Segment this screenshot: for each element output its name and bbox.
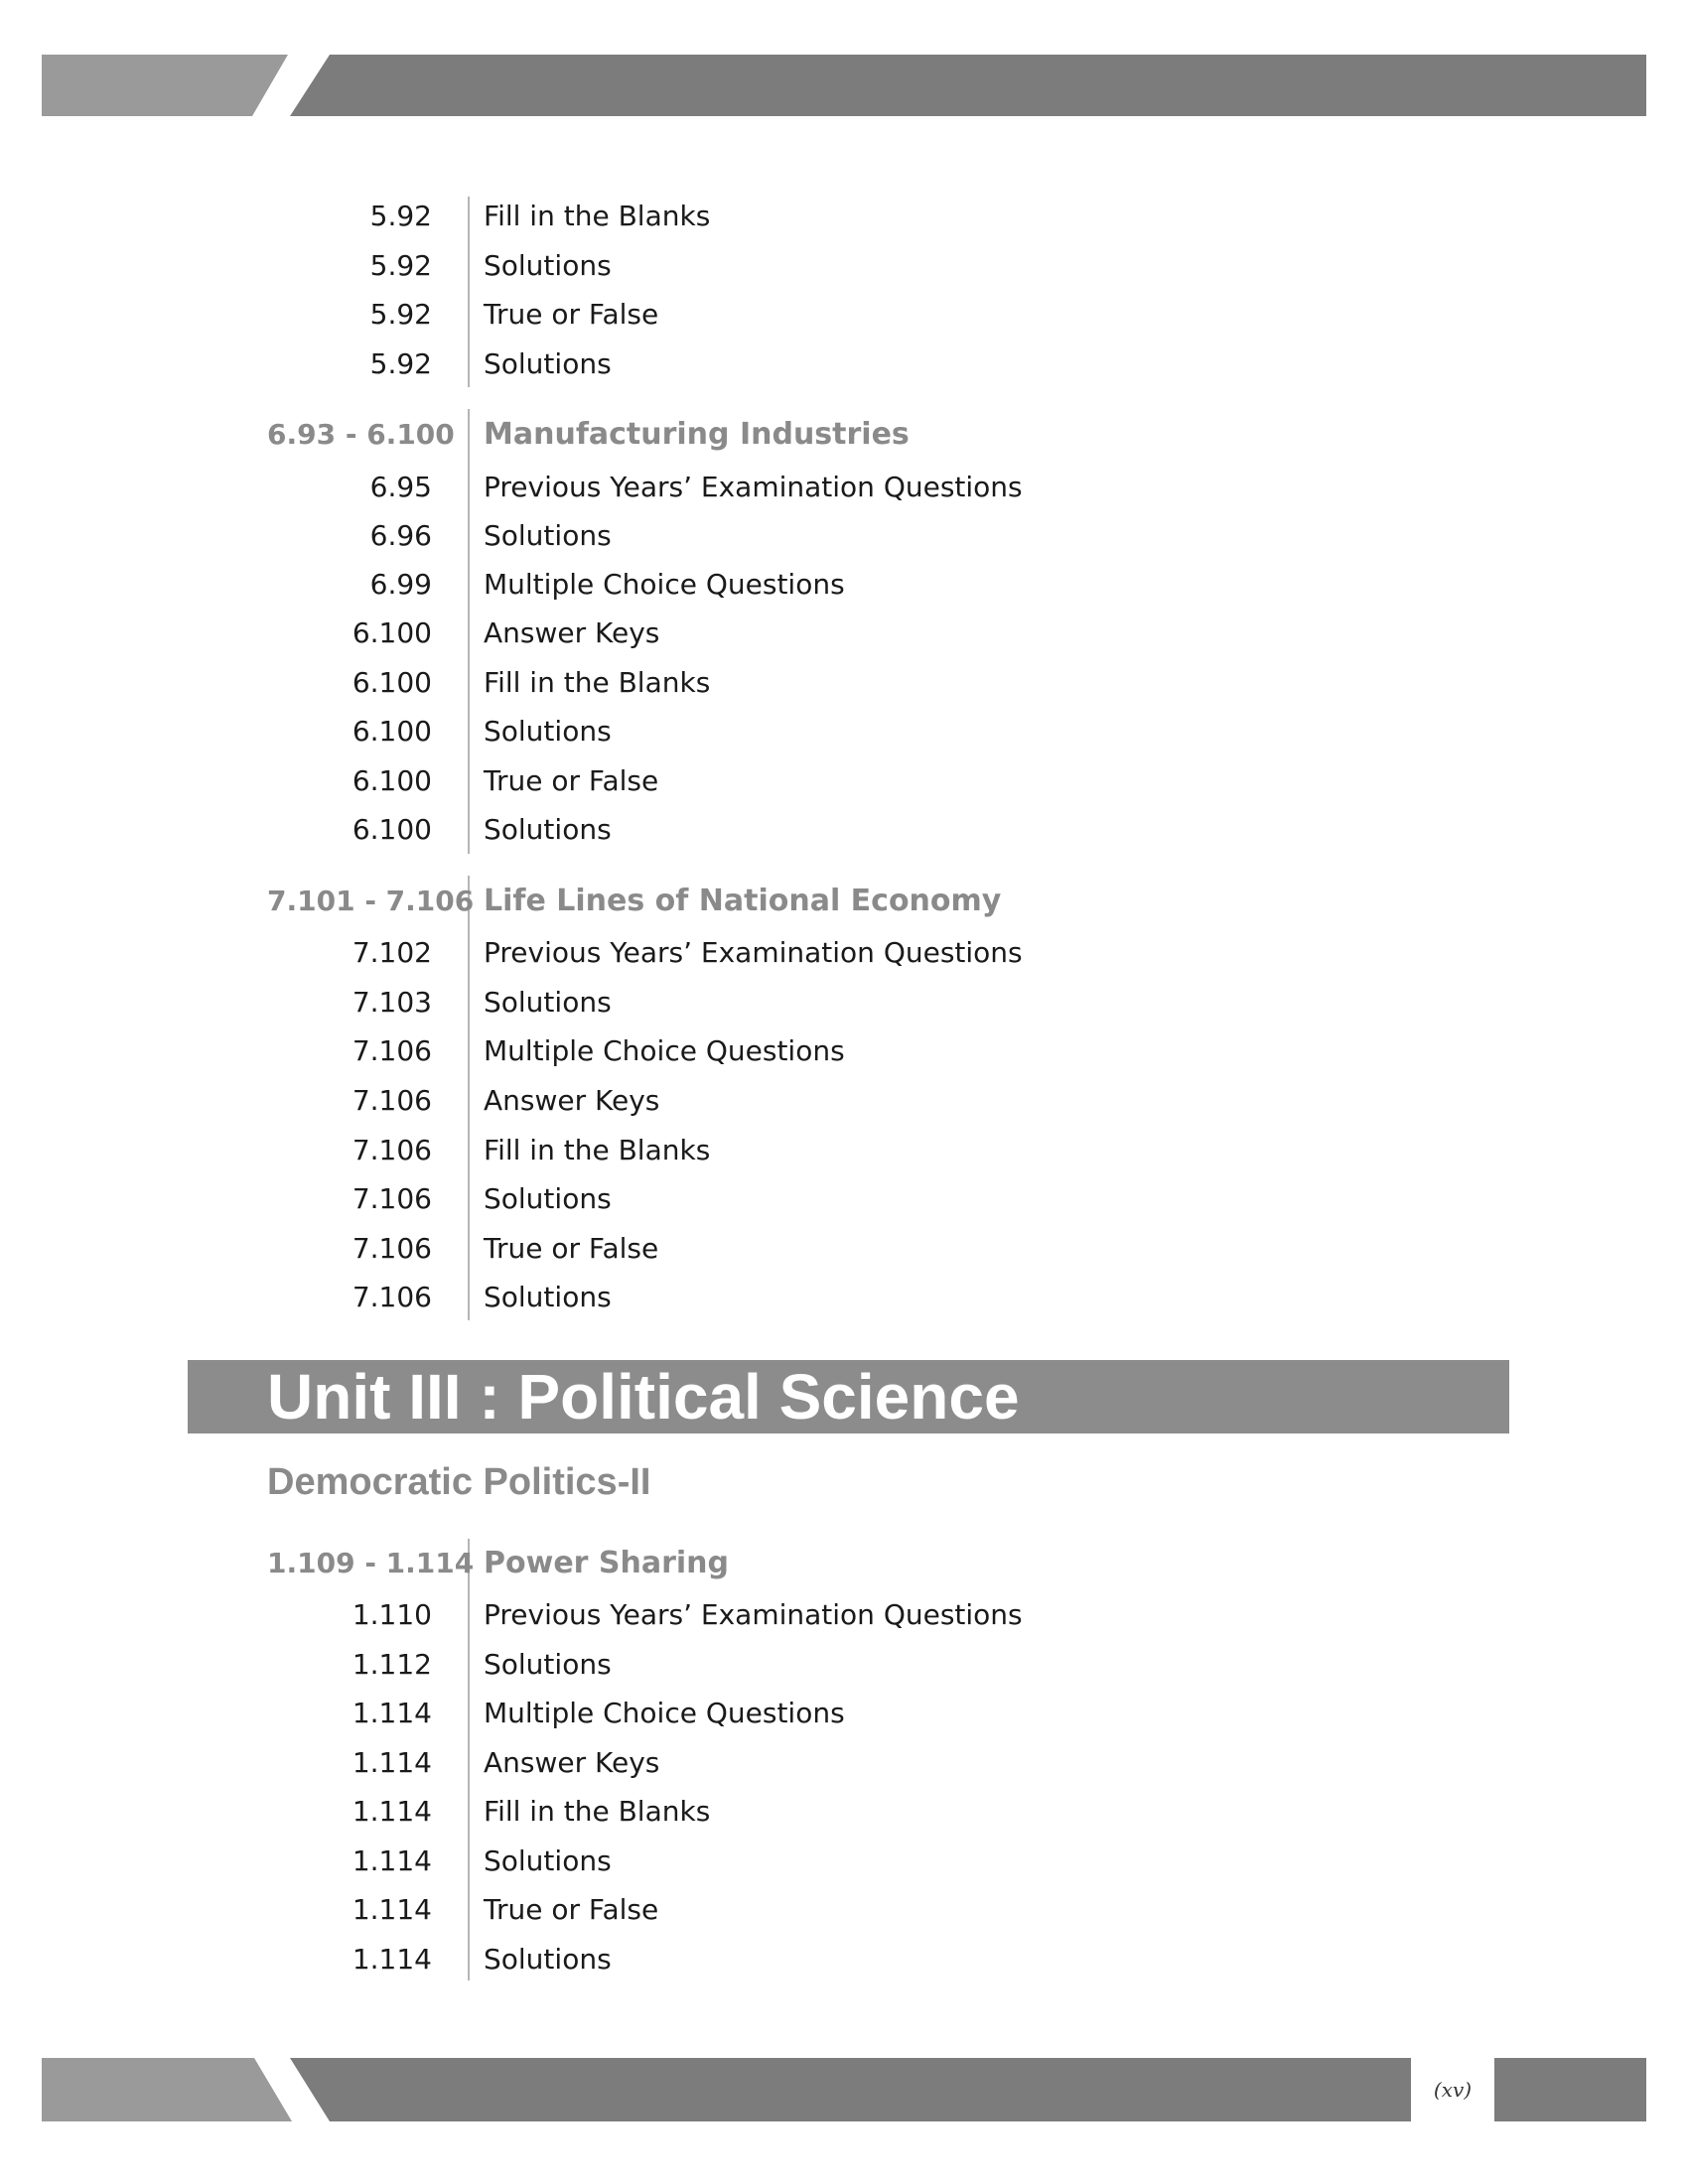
chapter-heading[interactable]	[0, 1539, 1688, 1588]
unit-title: Unit III : Political Science	[267, 1361, 1020, 1433]
toc-entry[interactable]	[0, 928, 1688, 978]
header-band	[42, 55, 1646, 116]
entry-title: Solutions	[484, 1648, 612, 1681]
toc-entry[interactable]	[0, 1273, 1688, 1322]
entry-page: 1.114	[352, 1746, 432, 1779]
page-number: (xv)	[1411, 2058, 1494, 2121]
entry-page: 7.103	[352, 986, 432, 1019]
toc-entry[interactable]	[0, 1174, 1688, 1224]
toc-entry[interactable]	[0, 658, 1688, 708]
entry-page: 7.106	[352, 1084, 432, 1117]
entry-page: 6.100	[352, 813, 432, 846]
unit-subtitle: Democratic Politics-II	[267, 1461, 651, 1503]
entry-title: True or False	[484, 1232, 659, 1265]
entry-page: 1.114	[352, 1893, 432, 1926]
entry-title: Solutions	[484, 347, 612, 380]
toc-entry[interactable]	[0, 1738, 1688, 1788]
entry-page: 6.100	[352, 715, 432, 748]
entry-title: Solutions	[484, 813, 612, 846]
chapter-range: 7.101 - 7.106	[267, 885, 475, 917]
toc-entry[interactable]	[0, 340, 1688, 389]
entry-page: 6.100	[352, 616, 432, 649]
toc-entry[interactable]	[0, 1837, 1688, 1886]
entry-title: True or False	[484, 1893, 659, 1926]
entry-title: Solutions	[484, 715, 612, 748]
chapter-title: Power Sharing	[484, 1546, 730, 1580]
toc-entry[interactable]	[0, 1076, 1688, 1126]
entry-title: Fill in the Blanks	[484, 1795, 711, 1828]
entry-title: Previous Years’ Examination Questions	[484, 1598, 1023, 1631]
entry-page: 5.92	[369, 200, 432, 232]
toc-entry[interactable]	[0, 978, 1688, 1027]
entry-page: 6.100	[352, 666, 432, 699]
entry-page: 7.102	[352, 936, 432, 969]
entry-page: 1.114	[352, 1697, 432, 1729]
chapter-range: 6.93 - 6.100	[267, 418, 455, 451]
entry-title: True or False	[484, 298, 659, 331]
entry-title: Multiple Choice Questions	[484, 1697, 845, 1729]
entry-title: Previous Years’ Examination Questions	[484, 936, 1023, 969]
entry-page: 7.106	[352, 1281, 432, 1313]
entry-page: 1.110	[352, 1598, 432, 1631]
entry-title: Solutions	[484, 1182, 612, 1215]
entry-title: Fill in the Blanks	[484, 200, 711, 232]
chapter-heading[interactable]	[0, 410, 1688, 460]
entry-title: Answer Keys	[484, 1084, 660, 1117]
toc-entry[interactable]	[0, 1787, 1688, 1837]
entry-page: 5.92	[369, 249, 432, 282]
entry-page: 1.114	[352, 1943, 432, 1976]
toc-entry[interactable]	[0, 241, 1688, 291]
toc-entry[interactable]	[0, 1026, 1688, 1076]
footer-band	[42, 2058, 1646, 2121]
entry-page: 7.106	[352, 1182, 432, 1215]
chapter-range: 1.109 - 1.114	[267, 1547, 475, 1579]
toc-entry[interactable]	[0, 1126, 1688, 1175]
entry-title: Solutions	[484, 249, 612, 282]
entry-page: 7.106	[352, 1034, 432, 1067]
entry-page: 1.114	[352, 1844, 432, 1877]
toc-entry[interactable]	[0, 192, 1688, 241]
entry-title: Multiple Choice Questions	[484, 568, 845, 601]
entry-title: Answer Keys	[484, 1746, 660, 1779]
entry-page: 6.96	[369, 519, 432, 552]
entry-title: Solutions	[484, 986, 612, 1019]
toc-entry[interactable]	[0, 1689, 1688, 1738]
entry-title: Multiple Choice Questions	[484, 1034, 845, 1067]
entry-page: 7.106	[352, 1232, 432, 1265]
chapter-title: Manufacturing Industries	[484, 417, 910, 452]
toc-entry[interactable]	[0, 1224, 1688, 1274]
chapter-heading[interactable]	[0, 877, 1688, 926]
toc-entry[interactable]	[0, 463, 1688, 512]
toc-entry[interactable]	[0, 1935, 1688, 1984]
entry-page: 1.114	[352, 1795, 432, 1828]
entry-title: Solutions	[484, 1943, 612, 1976]
toc-entry[interactable]	[0, 756, 1688, 806]
toc-entry[interactable]	[0, 1885, 1688, 1935]
entry-page: 6.99	[369, 568, 432, 601]
entry-page: 5.92	[369, 347, 432, 380]
toc-entry[interactable]	[0, 805, 1688, 855]
toc-entry[interactable]	[0, 609, 1688, 658]
entry-page: 1.112	[352, 1648, 432, 1681]
entry-title: Solutions	[484, 1281, 612, 1313]
entry-page: 7.106	[352, 1134, 432, 1166]
unit-banner	[188, 1360, 1509, 1433]
toc-entry[interactable]	[0, 560, 1688, 610]
entry-page: 6.100	[352, 764, 432, 797]
toc-entry[interactable]	[0, 290, 1688, 340]
entry-title: Solutions	[484, 519, 612, 552]
entry-title: Answer Keys	[484, 616, 660, 649]
entry-title: Previous Years’ Examination Questions	[484, 471, 1023, 503]
entry-page: 6.95	[369, 471, 432, 503]
toc-entry[interactable]	[0, 1590, 1688, 1640]
toc-entry[interactable]	[0, 511, 1688, 561]
toc-entry[interactable]	[0, 707, 1688, 756]
toc-entry[interactable]	[0, 1640, 1688, 1690]
chapter-title: Life Lines of National Economy	[484, 884, 1002, 918]
entry-page: 5.92	[369, 298, 432, 331]
entry-title: Fill in the Blanks	[484, 1134, 711, 1166]
entry-title: Solutions	[484, 1844, 612, 1877]
entry-title: True or False	[484, 764, 659, 797]
entry-title: Fill in the Blanks	[484, 666, 711, 699]
